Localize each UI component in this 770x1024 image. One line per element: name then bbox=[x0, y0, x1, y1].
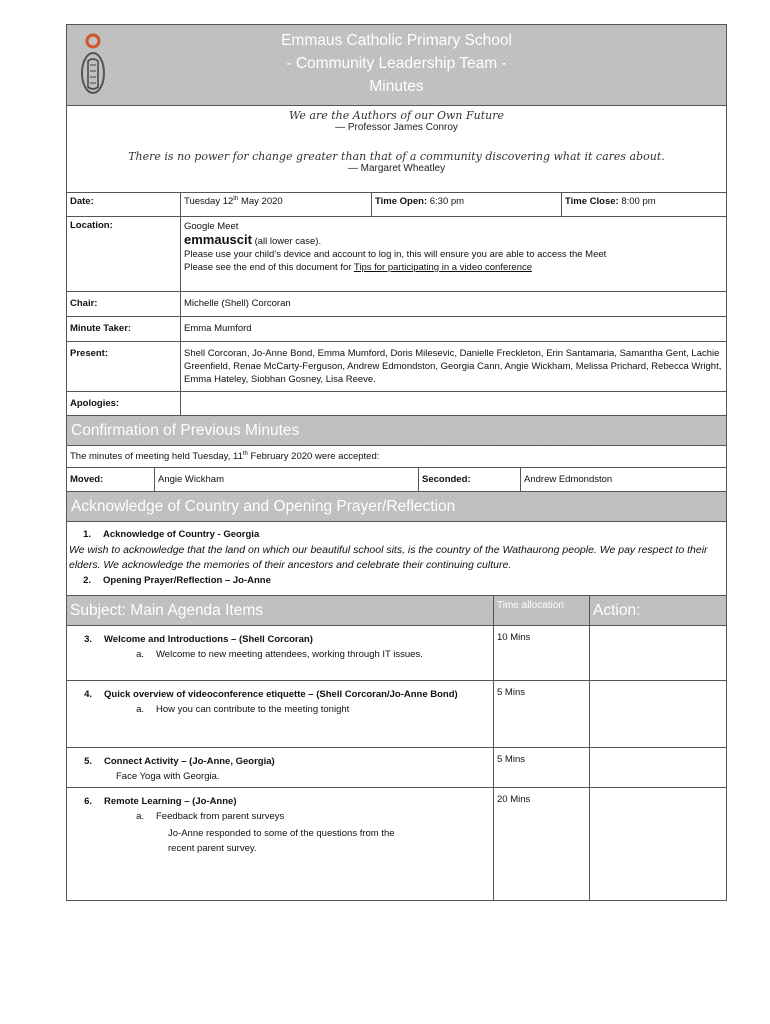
quote-1: We are the Authors of our Own Future bbox=[289, 109, 504, 122]
agenda-item-5 bbox=[66, 748, 727, 788]
chair-value: Michelle (Shell) Corcoran bbox=[184, 298, 291, 309]
date-label: Date: bbox=[67, 193, 181, 216]
time-close bbox=[562, 193, 726, 216]
agenda-item-5-number: 5. bbox=[84, 756, 92, 767]
location-instructions: Please use your child’s device and account to log in, this will ensure you are able to access the Meet bbox=[184, 249, 607, 260]
acknowledge-item-2 bbox=[69, 573, 724, 589]
acknowledge-item-1 bbox=[69, 527, 724, 543]
location-tips-line bbox=[184, 261, 723, 274]
agenda-item-4 bbox=[66, 681, 727, 748]
minutes-document bbox=[66, 24, 727, 901]
agenda-item-5-time: 5 Mins bbox=[494, 748, 590, 787]
quote-1-author: — Professor James Conroy bbox=[335, 122, 458, 133]
agenda-heading-row bbox=[66, 596, 727, 626]
agenda-item-4-title: Quick overview of videoconference etiquette – (Shell Corcoran/Jo-Anne Bond) bbox=[104, 689, 458, 700]
agenda-item-6-content bbox=[67, 788, 494, 900]
quote-2-author: — Margaret Wheatley bbox=[347, 163, 446, 174]
item-2-title: Opening Prayer/Reflection – Jo-Anne bbox=[103, 575, 271, 586]
agenda-item-5-title: Connect Activity – (Jo-Anne, Georgia) bbox=[104, 756, 275, 767]
agenda-item-4-number: 4. bbox=[84, 689, 92, 700]
title-line-3: Minutes bbox=[369, 78, 424, 95]
tips-link[interactable]: Tips for participating in a video conference bbox=[353, 262, 533, 273]
agenda-item-5-note: Face Yoga with Georgia. bbox=[116, 771, 220, 782]
agenda-item-6-sub-letter: a. bbox=[136, 811, 144, 822]
action-heading: Action: bbox=[593, 602, 641, 619]
agenda-item-3-number: 3. bbox=[84, 634, 92, 645]
time-close-label: Time Close: bbox=[565, 196, 619, 207]
location-value bbox=[181, 217, 726, 291]
location-platform: Google Meet bbox=[184, 221, 239, 232]
agenda-item-4-action bbox=[590, 681, 726, 747]
moved-seconded-row bbox=[66, 468, 727, 492]
moved-label: Moved: bbox=[67, 468, 155, 491]
seconded-label: Seconded: bbox=[419, 468, 521, 491]
present-row bbox=[66, 342, 727, 392]
agenda-item-4-sub: How you can contribute to the meeting tonight bbox=[156, 704, 350, 715]
item-1-number: 1. bbox=[83, 529, 91, 540]
meet-code-note: (all lower case). bbox=[254, 236, 322, 247]
agenda-item-6 bbox=[66, 788, 727, 901]
agenda-item-3-action bbox=[590, 626, 726, 680]
minute-taker-row bbox=[66, 317, 727, 342]
chair-label: Chair: bbox=[67, 292, 181, 316]
agenda-item-4-content bbox=[67, 681, 494, 747]
apologies-value bbox=[181, 392, 726, 415]
minute-taker-value: Emma Mumford bbox=[184, 323, 252, 334]
present-label: Present: bbox=[67, 342, 181, 391]
time-open bbox=[372, 193, 562, 216]
agenda-item-5-content bbox=[67, 748, 494, 787]
apologies-row bbox=[66, 392, 727, 416]
tips-prefix: Please see the end of this document for bbox=[184, 262, 354, 273]
minute-taker-label: Minute Taker: bbox=[67, 317, 181, 341]
agenda-item-3-sub: Welcome to new meeting attendees, working through IT issues. bbox=[156, 649, 423, 660]
quotes-block bbox=[66, 106, 727, 193]
agenda-item-6-number: 6. bbox=[84, 796, 92, 807]
section-acknowledge-heading: Acknowledge of Country and Opening Prayer/Reflection bbox=[66, 492, 727, 522]
location-label: Location: bbox=[67, 217, 181, 291]
meet-code: emmauscit bbox=[184, 232, 252, 247]
time-allocation-heading: Time allocation bbox=[494, 596, 590, 625]
agenda-item-6-time: 20 Mins bbox=[494, 788, 590, 900]
agenda-item-3-sub-letter: a. bbox=[136, 649, 144, 660]
time-close-value: 8:00 pm bbox=[618, 196, 656, 207]
present-value: Shell Corcoran, Jo-Anne Bond, Emma Mumford, Doris Milesevic, Danielle Freckleton, Erin Santamaria, Samantha Gent, Lachie Greenfield, Renae McCarty-Ferguson, Andrew Edmondston, Georgia Cann, Angie Wickham, Melissa Prichard, Rebecca Wright, Emma Hateley, Siobhan Gosney, Lisa Reeve. bbox=[184, 348, 722, 385]
time-open-value: 6:30 pm bbox=[427, 196, 465, 207]
agenda-item-4-sub-letter: a. bbox=[136, 704, 144, 715]
previous-text-start: The minutes of meeting held Tuesday, 11 bbox=[70, 451, 243, 463]
agenda-heading: Subject: Main Agenda Items bbox=[67, 596, 494, 625]
agenda-item-3-title: Welcome and Introductions – (Shell Corcoran) bbox=[104, 634, 313, 645]
agenda-item-4-time: 5 Mins bbox=[494, 681, 590, 747]
previous-text-end: February 2020 were accepted: bbox=[247, 451, 380, 463]
seconded-value: Andrew Edmondston bbox=[524, 474, 613, 485]
moved-value: Angie Wickham bbox=[155, 468, 419, 491]
agenda-item-3-content bbox=[67, 626, 494, 680]
previous-minutes-text-row bbox=[66, 446, 727, 468]
acknowledge-block bbox=[66, 522, 727, 596]
time-open-label: Time Open: bbox=[375, 196, 428, 207]
title-line-2: - Community Leadership Team - bbox=[286, 55, 507, 72]
location-row bbox=[66, 217, 727, 292]
date-row bbox=[66, 193, 727, 217]
agenda-item-3-time: 10 Mins bbox=[494, 626, 590, 680]
item-2-number: 2. bbox=[83, 575, 91, 586]
date-month-year: May 2020 bbox=[238, 196, 283, 208]
agenda-item-3 bbox=[66, 626, 727, 681]
item-1-title: Acknowledge of Country - Georgia bbox=[103, 529, 260, 540]
date-value bbox=[181, 193, 372, 216]
agenda-item-6-action bbox=[590, 788, 726, 900]
date-suffix: th bbox=[233, 196, 239, 202]
apologies-label: Apologies: bbox=[67, 392, 181, 415]
previous-minutes-text bbox=[67, 446, 382, 467]
previous-date-suffix: th bbox=[242, 451, 248, 457]
agenda-item-5-action bbox=[590, 748, 726, 787]
agenda-item-6-detail: Jo-Anne responded to some of the questions from the recent parent survey. bbox=[168, 828, 395, 854]
agenda-item-6-title: Remote Learning – (Jo-Anne) bbox=[104, 796, 237, 807]
section-confirmation-heading: Confirmation of Previous Minutes bbox=[66, 416, 727, 446]
document-header bbox=[66, 24, 727, 106]
location-code-line bbox=[184, 233, 723, 248]
acknowledgement-statement: We wish to acknowledge that the land on which our beautiful school sits, is the country of the Wathaurong people. We pay respect to their elders. We acknowledge the memories of their ancestors and celebrate their continuing culture. bbox=[69, 544, 708, 571]
agenda-item-6-sub: Feedback from parent surveys bbox=[156, 811, 285, 822]
chair-row bbox=[66, 292, 727, 317]
quote-2: There is no power for change greater than that of a community discovering what it cares about. bbox=[128, 150, 665, 163]
document-title bbox=[67, 29, 726, 98]
title-line-1: Emmaus Catholic Primary School bbox=[281, 32, 512, 49]
date-day: Tuesday 12 bbox=[184, 196, 234, 208]
